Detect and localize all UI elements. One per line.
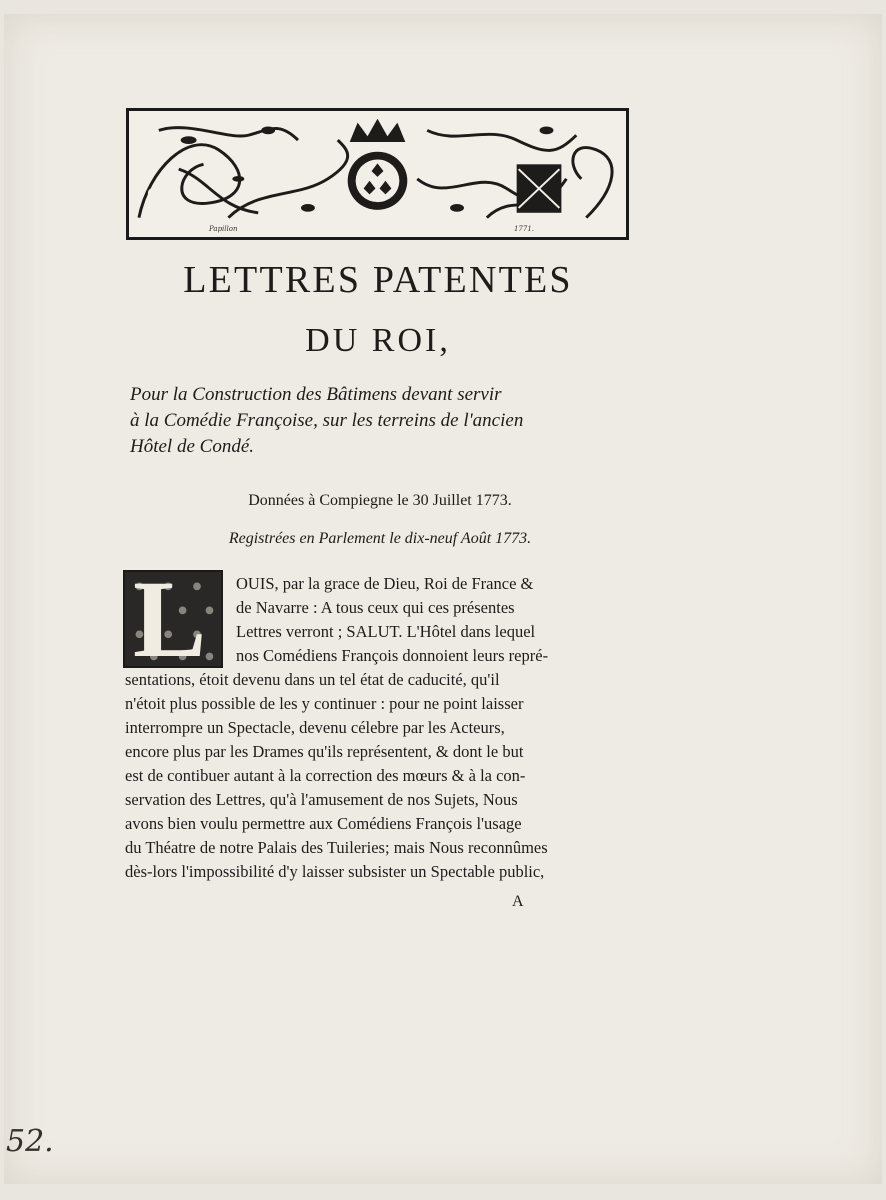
- engraving-date: 1771.: [513, 225, 534, 233]
- ornamental-headpiece: [126, 108, 629, 240]
- given-date-line: Données à Compiegne le 30 Juillet 1773.: [248, 492, 512, 509]
- body-line: du Théatre de notre Palais des Tuileries; mais Nous reconnûmes: [125, 838, 548, 857]
- body-line: OUIS, par la grace de Dieu, Roi de France &: [236, 574, 534, 593]
- body-line: est de contibuer autant à la correction des mœurs & à la con-: [125, 766, 526, 785]
- headpiece-ornament-icon: [129, 111, 626, 237]
- catchword: A: [512, 893, 524, 910]
- body-line: encore plus par les Drames qu'ils représentent, & dont le but: [125, 742, 524, 761]
- body-text: [125, 572, 620, 884]
- body-line: servation des Lettres, qu'à l'amusement de nos Sujets, Nous: [125, 790, 518, 809]
- body-line: dès-lors l'impossibilité d'y laisser subsister un Spectable public,: [125, 862, 545, 881]
- engraver-signature: Papillon: [209, 225, 238, 233]
- document-title-line2: DU ROI,: [305, 322, 451, 359]
- body-line: sentations, étoit devenu dans un tel état de caducité, qu'il: [125, 670, 500, 689]
- body-line: Lettres verront ; SALUT. L'Hôtel dans lequel: [236, 622, 536, 641]
- registration-line: Registrées en Parlement le dix-neuf Août 1773.: [228, 530, 532, 547]
- subtitle-line: Pour la Construction des Bâtimens devant servir: [130, 384, 502, 405]
- folio-number: 52.: [6, 1124, 54, 1159]
- subtitle-line: Hôtel de Condé.: [130, 436, 255, 457]
- dropcap-letter: L: [133, 570, 207, 668]
- subtitle-line: à la Comédie Françoise, sur les terreins de l'ancien: [130, 410, 524, 431]
- body-line: de Navarre : A tous ceux qui ces présentes: [236, 598, 515, 617]
- body-line: avons bien voulu permettre aux Comédiens François l'usage: [125, 814, 522, 833]
- document-subtitle: [130, 382, 630, 460]
- body-line: interrompre un Spectacle, devenu célebre par les Acteurs,: [125, 718, 505, 737]
- document-title: LETTRES PATENTES: [183, 259, 573, 301]
- body-line: nos Comédiens François donnoient leurs repré-: [236, 646, 549, 665]
- body-line: n'étoit plus possible de les y continuer : pour ne point laisser: [125, 694, 524, 713]
